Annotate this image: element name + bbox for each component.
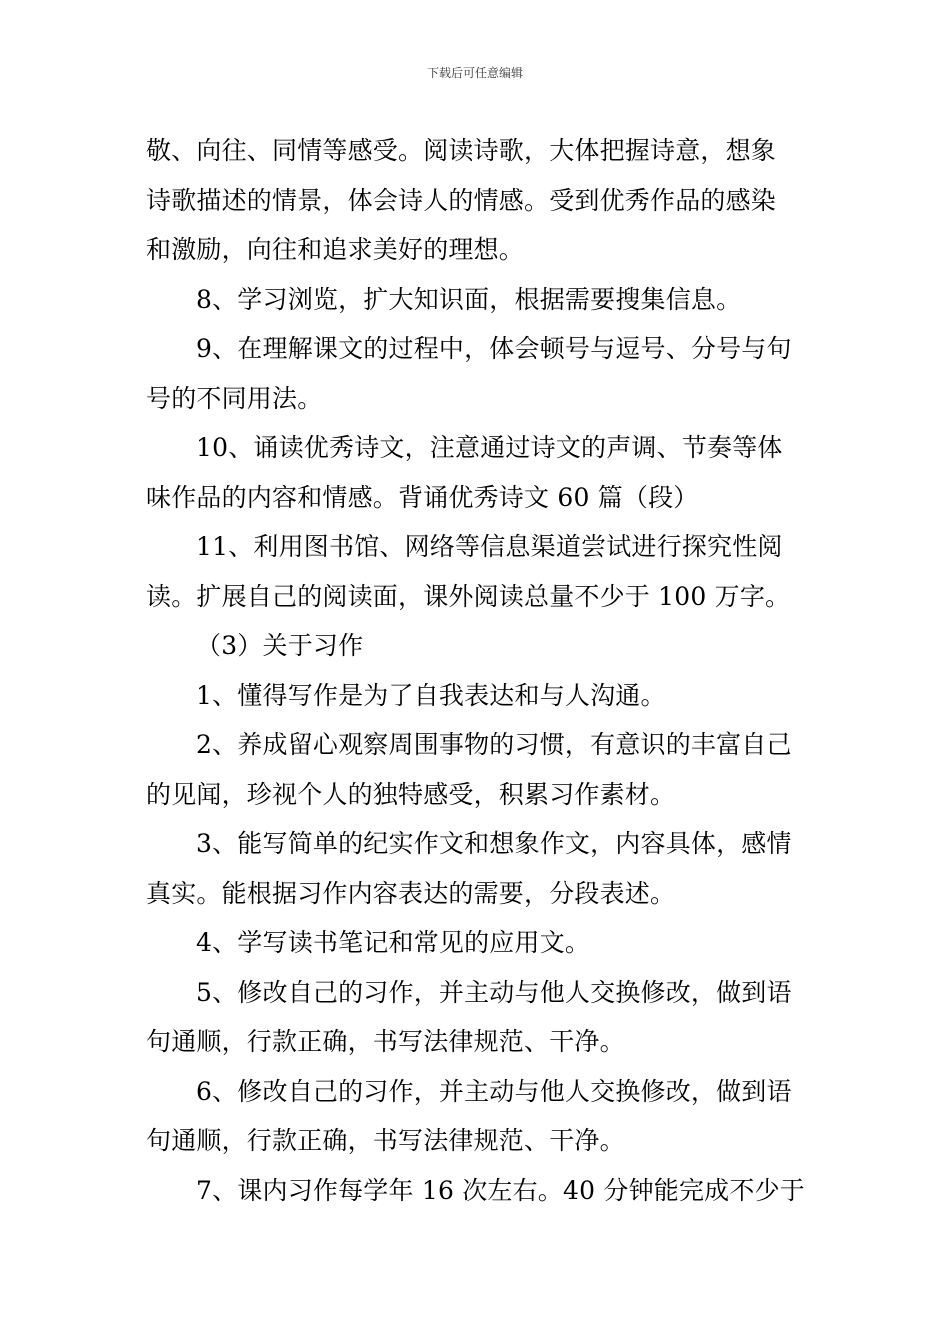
text-line: 诗歌描述的情景，体会诗人的情感。受到优秀作品的感染 xyxy=(146,185,777,215)
section-heading: （3）关于习作 xyxy=(196,631,364,660)
list-item-5: 5、修改自己的习作，并主动与他人交换修改，做到语 xyxy=(196,977,792,1007)
text-line: 味作品的内容和情感。背诵优秀诗文 60 篇（段） xyxy=(146,482,699,512)
page-header: 下载后可任意编辑 xyxy=(426,66,523,80)
list-item-10: 10、诵读优秀诗文，注意通过诗文的声调、节奏等体 xyxy=(196,433,783,462)
text-line: 真实。能根据习作内容表达的需要，分段表述。 xyxy=(146,878,676,908)
list-item-2: 2、养成留心观察周围事物的习惯，有意识的丰富自己 xyxy=(196,730,792,759)
text-line: 句通顺，行款正确，书写法律规范、干净。 xyxy=(146,1027,625,1056)
list-item-11: 11、利用图书馆、网络等信息渠道尝试进行探究性阅 xyxy=(196,532,783,561)
list-item-6: 6、修改自己的习作，并主动与他人交换修改，做到语 xyxy=(196,1076,792,1106)
list-item-3: 3、能写简单的纪实作文和想象作文，内容具体，感情 xyxy=(196,829,792,858)
list-item-1: 1、懂得写作是为了自我表达和与人沟通。 xyxy=(196,680,666,710)
text-line: 和激励，向往和追求美好的理想。 xyxy=(146,235,525,264)
list-item-4: 4、学写读书笔记和常见的应用文。 xyxy=(196,928,591,957)
text-line: 句通顺，行款正确，书写法律规范、干净。 xyxy=(146,1126,625,1155)
text-line: 的见闻，珍视个人的独特感受，积累习作素材。 xyxy=(146,779,676,809)
document-body xyxy=(146,126,808,1215)
list-item-9: 9、在理解课文的过程中，体会顿号与逗号、分号与句 xyxy=(196,334,792,363)
text-line: 读。扩展自己的阅读面，课外阅读总量不少于 100 万字。 xyxy=(146,581,791,611)
list-item-7: 7、课内习作每学年 16 次左右。40 分钟能完成不少于 xyxy=(196,1175,805,1205)
text-line: 敬、向往、同情等感受。阅读诗歌，大体把握诗意，想象 xyxy=(146,136,777,165)
text-line: 号的不同用法。 xyxy=(146,383,323,413)
list-item-8: 8、学习浏览，扩大知识面，根据需要搜集信息。 xyxy=(196,284,742,314)
